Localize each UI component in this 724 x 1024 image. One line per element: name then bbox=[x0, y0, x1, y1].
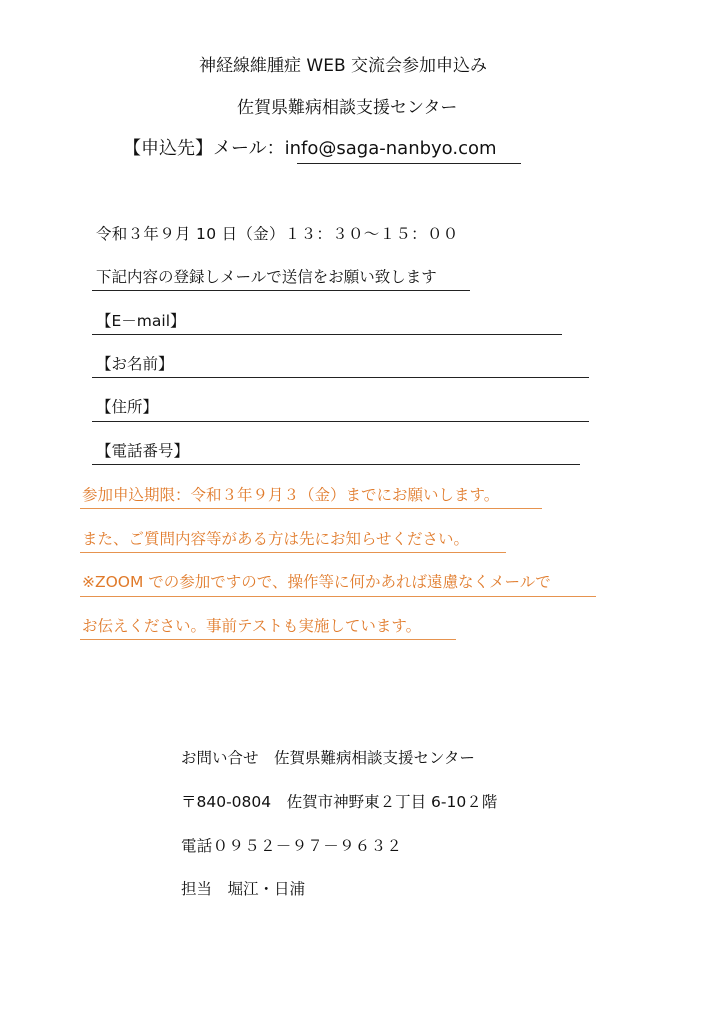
zoom-note-line1: ※ZOOM での参加ですので、操作等に何かあれば遠慮なくメールで bbox=[82, 573, 551, 591]
email-field-label: 【E－mail】 bbox=[96, 312, 186, 330]
contact-address: 〒840-0804 佐賀市神野東２丁目 6-10２階 bbox=[181, 793, 498, 811]
apply-to-email-link[interactable]: info@saga-nanbyo.com bbox=[284, 138, 497, 159]
instruction-underline bbox=[92, 290, 470, 291]
deadline-underline bbox=[80, 508, 542, 509]
document-title: 神経線維腫症 WEB 交流会参加申込み bbox=[199, 56, 488, 76]
phone-field-label: 【電話番号】 bbox=[96, 442, 190, 460]
organizer-name: 佐賀県難病相談支援センター bbox=[237, 98, 458, 118]
name-field-line[interactable] bbox=[92, 377, 589, 378]
questions-underline bbox=[80, 552, 506, 553]
email-underline bbox=[297, 163, 521, 164]
questions-note: また、ご質問内容等がある方は先にお知らせください。 bbox=[82, 530, 470, 548]
zoom-note-line2: お伝えください。事前テストも実施しています。 bbox=[82, 617, 422, 635]
address-field-label: 【住所】 bbox=[96, 398, 159, 416]
zoom-note-underline1 bbox=[80, 596, 596, 597]
zoom-note-underline2 bbox=[80, 639, 456, 640]
apply-to-label: 【申込先】メール： bbox=[123, 138, 285, 159]
contact-phone: 電話０９５２－９７－９６３２ bbox=[181, 837, 403, 855]
email-field-line[interactable] bbox=[92, 334, 562, 335]
contact-staff: 担当 堀江・日浦 bbox=[181, 880, 306, 898]
name-field-label: 【お名前】 bbox=[96, 355, 174, 373]
address-field-line[interactable] bbox=[92, 421, 589, 422]
deadline-note: 参加申込期限：令和３年９月３（金）までにお願いします。 bbox=[82, 486, 500, 504]
contact-inquiry: お問い合せ 佐賀県難病相談支援センター bbox=[181, 749, 475, 767]
phone-field-line[interactable] bbox=[92, 464, 580, 465]
registration-instruction: 下記内容の登録しメールで送信をお願い致します bbox=[96, 268, 437, 286]
apply-to-line bbox=[123, 140, 497, 158]
event-datetime: 令和３年９月 10 日（金）１３：３０～１５：００ bbox=[96, 225, 459, 243]
